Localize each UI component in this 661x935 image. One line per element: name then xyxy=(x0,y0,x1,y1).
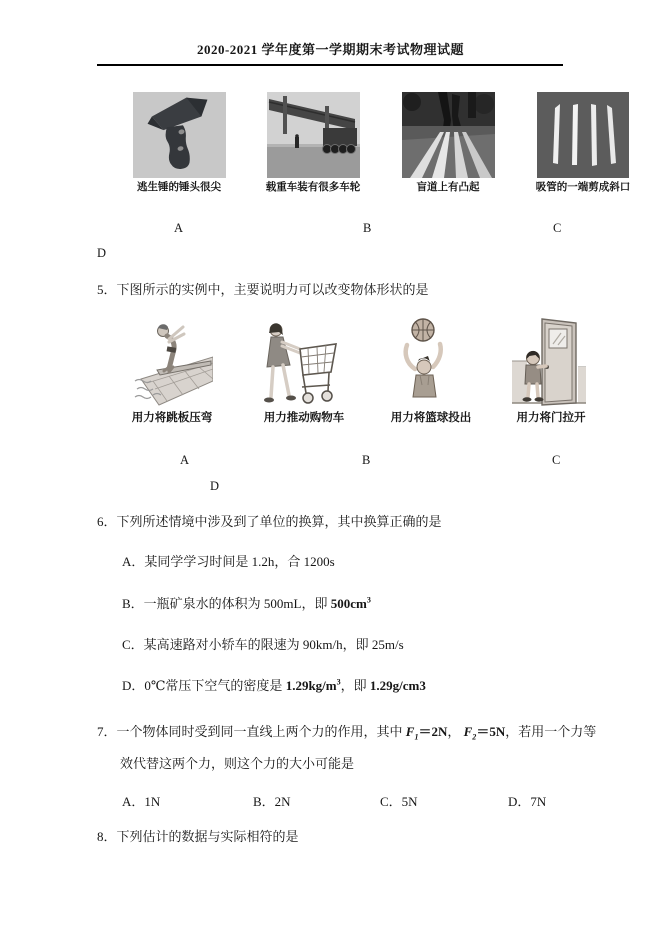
force-subscript: 1 xyxy=(414,732,419,742)
option-superscript: 3 xyxy=(336,677,341,687)
q4-image-c xyxy=(402,92,495,178)
blind-path-image xyxy=(402,92,495,178)
question-text: 7．一个物体同时受到同一直线上两个力的作用，其中 xyxy=(97,724,406,739)
q4-label-b: B xyxy=(363,221,372,235)
q5-label-b: B xyxy=(362,453,371,467)
force-value: ＝5N xyxy=(476,724,506,739)
option-text: B．一瓶矿泉水的体积为 500mL，即 xyxy=(122,596,331,611)
throwing-basketball-image xyxy=(392,317,460,407)
diver-bending-board-image xyxy=(133,317,213,407)
q7-option-d: D．7N xyxy=(508,794,547,809)
pushing-cart-image xyxy=(258,317,343,407)
q6-option-c: C．某高速路对小轿车的限速为 90km/h，即 25m/s xyxy=(122,637,404,652)
force-subscript: 2 xyxy=(472,732,477,742)
q6-option-a: A．某同学学习时间是 1.2h，合 1200s xyxy=(122,554,335,569)
straws-image xyxy=(537,92,629,178)
q5-label-a: A xyxy=(180,453,190,467)
question-7-text-line1 xyxy=(97,721,596,742)
q5-image-b xyxy=(258,317,343,407)
q5-caption-b: 用力推动购物车 xyxy=(263,412,345,424)
q5-label-c: C xyxy=(552,453,561,467)
q4-image-a xyxy=(133,92,226,178)
q7-option-a: A．1N xyxy=(122,794,161,809)
q6-option-d xyxy=(122,675,426,694)
option-bold-value: 1.29kg/m xyxy=(285,678,337,693)
question-7-text-line2: 效代替这两个力，则这个力的大小可能是 xyxy=(120,756,355,771)
q4-caption-d: 吸管的一端剪成斜口 xyxy=(535,182,631,193)
option-text: ，即 xyxy=(340,678,370,693)
question-6-text: 6．下列所述情境中涉及到了单位的换算，其中换算正确的是 xyxy=(97,514,442,529)
question-8-text: 8．下列估计的数据与实际相符的是 xyxy=(97,829,299,844)
q4-label-d: D xyxy=(97,246,107,260)
q4-caption-a: 逃生锤的锤头很尖 xyxy=(137,182,221,193)
page-title: 2020-2021 学年度第一学期期末考试物理试题 xyxy=(196,42,465,57)
option-text: D．0℃常压下空气的密度是 xyxy=(122,678,286,693)
question-5-text: 5．下图所示的实例中，主要说明力可以改变物体形状的是 xyxy=(97,282,429,297)
q4-image-b xyxy=(267,92,360,178)
girder-truck-image xyxy=(267,92,360,178)
option-superscript: 3 xyxy=(366,595,371,605)
question-text: ，若用一个力等 xyxy=(505,724,597,739)
q6-option-b xyxy=(122,593,371,612)
escape-hammer-image xyxy=(133,92,226,178)
q4-label-a: A xyxy=(174,221,184,235)
q5-image-c xyxy=(392,317,460,407)
q4-image-d xyxy=(537,92,629,178)
q5-caption-c: 用力将篮球投出 xyxy=(390,412,472,424)
force-value: ＝2N xyxy=(418,724,448,739)
q7-option-c: C．5N xyxy=(380,794,418,809)
q4-caption-c: 盲道上有凸起 xyxy=(416,182,480,193)
q7-option-b: B．2N xyxy=(253,794,291,809)
q5-caption-d: 用力将门拉开 xyxy=(516,412,586,424)
q4-caption-b: 载重车装有很多车轮 xyxy=(265,182,361,193)
pulling-door-image xyxy=(512,317,586,407)
q5-caption-a: 用力将跳板压弯 xyxy=(131,412,213,424)
q5-image-a xyxy=(133,317,213,407)
question-text: ， xyxy=(447,724,464,739)
header-divider xyxy=(97,64,563,66)
option-bold-value: 1.29g/cm3 xyxy=(369,678,426,693)
force-symbol: F xyxy=(463,724,473,739)
force-symbol: F xyxy=(405,724,415,739)
option-bold-value: 500cm xyxy=(330,596,367,611)
q5-image-d xyxy=(512,317,586,407)
q5-label-d: D xyxy=(210,479,220,493)
q4-label-c: C xyxy=(553,221,562,235)
